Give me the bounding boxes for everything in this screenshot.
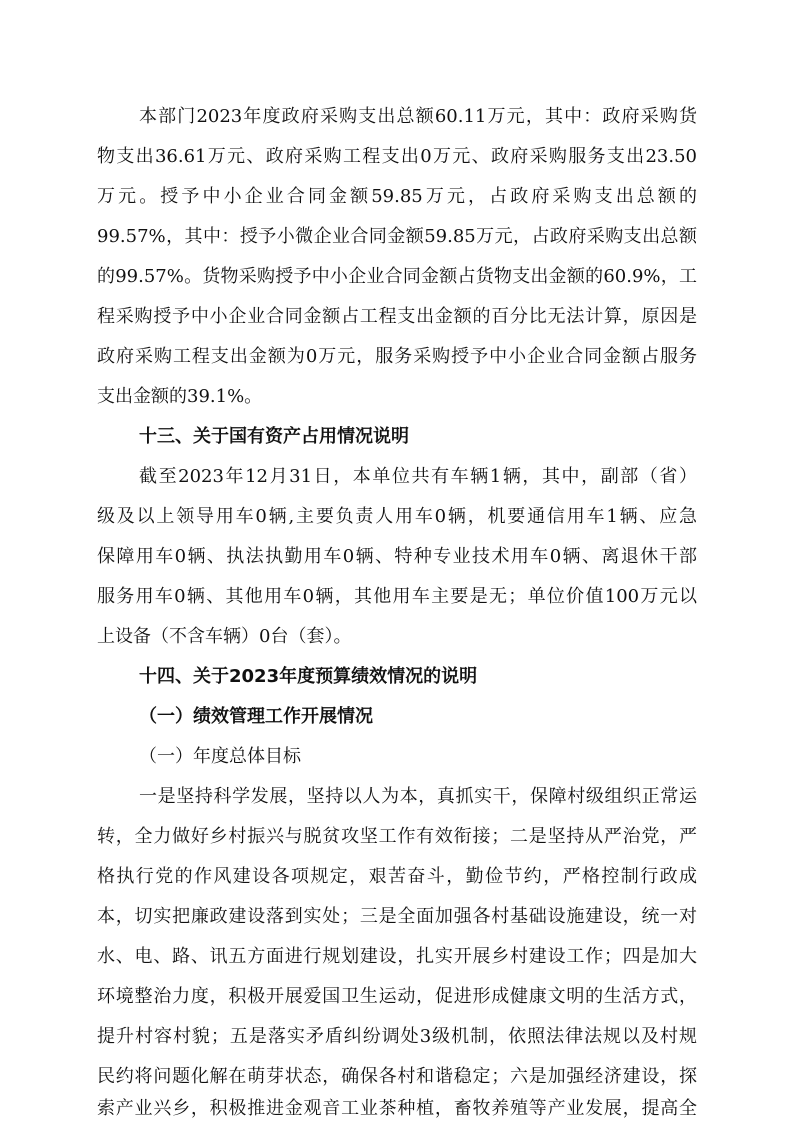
paragraph-line: 索产业兴乡，积极推进金观音工业茶种植，畜牧养殖等产业发展，提高全 (97, 1098, 697, 1119)
paragraph-line: 格执行党的作风建设各项规定，艰苦奋斗，勤俭节约，严格控制行政成 (97, 866, 697, 887)
paragraph-line: 转，全力做好乡村振兴与脱贫攻坚工作有效衔接；二是坚持从严治党，严 (97, 826, 697, 847)
paragraph-line: 级及以上领导用车0辆,主要负责人用车0辆，机要通信用车1辆、应急 (97, 506, 697, 527)
paragraph-line: 政府采购工程支出金额为0万元，服务采购授予中小企业合同金额占服务 (97, 346, 697, 367)
section-heading-14: 十四、关于2023年度预算绩效情况的说明 (139, 666, 478, 687)
paragraph-line: 本，切实把廉政建设落到实处；三是全面加强各村基础设施建设，统一对 (97, 906, 697, 927)
paragraph-line: 服务用车0辆、其他用车0辆，其他用车主要是无；单位价值100万元以 (97, 586, 697, 607)
paragraph-line: 提升村容村貌；五是落实矛盾纠纷调处3级机制，依照法律法规以及村规 (97, 1026, 697, 1047)
paragraph-line: 支出金额的39.1%。 (97, 386, 263, 407)
paragraph-line: 环境整治力度，积极开展爱国卫生运动，促进形成健康文明的生活方式， (97, 986, 697, 1007)
subheading-performance-management: （一）绩效管理工作开展情况 (139, 706, 373, 727)
paragraph-line: 99.57%，其中：授予小微企业合同金额59.85万元，占政府采购支出总额 (97, 226, 697, 247)
paragraph-line: 上设备（不含车辆）0台（套）。 (97, 626, 352, 647)
paragraph-line: 民约将问题化解在萌芽状态，确保各村和谐稳定；六是加强经济建设，探 (97, 1066, 697, 1087)
paragraph-line: 万元。授予中小企业合同金额59.85万元，占政府采购支出总额的 (97, 186, 697, 207)
paragraph-line: 的99.57%。货物采购授予中小企业合同金额占货物支出金额的60.9%，工 (97, 266, 697, 287)
paragraph-line: 一是坚持科学发展，坚持以人为本，真抓实干，保障村级组织正常运 (139, 786, 697, 807)
paragraph-line: 水、电、路、讯五方面进行规划建设，扎实开展乡村建设工作；四是加大 (97, 946, 697, 967)
section-heading-13: 十三、关于国有资产占用情况说明 (139, 426, 409, 447)
paragraph-line: 物支出36.61万元、政府采购工程支出0万元、政府采购服务支出23.50 (97, 146, 697, 167)
subheading-annual-goals: （一）年度总体目标 (139, 746, 301, 767)
paragraph-line: 保障用车0辆、执法执勤用车0辆、特种专业技术用车0辆、离退休干部 (97, 546, 697, 567)
paragraph-line: 程采购授予中小企业合同金额占工程支出金额的百分比无法计算，原因是 (97, 306, 697, 327)
paragraph-line: 本部门2023年度政府采购支出总额60.11万元，其中：政府采购货 (139, 106, 697, 127)
paragraph-line: 截至2023年12月31日，本单位共有车辆1辆，其中，副部（省） (139, 466, 697, 487)
